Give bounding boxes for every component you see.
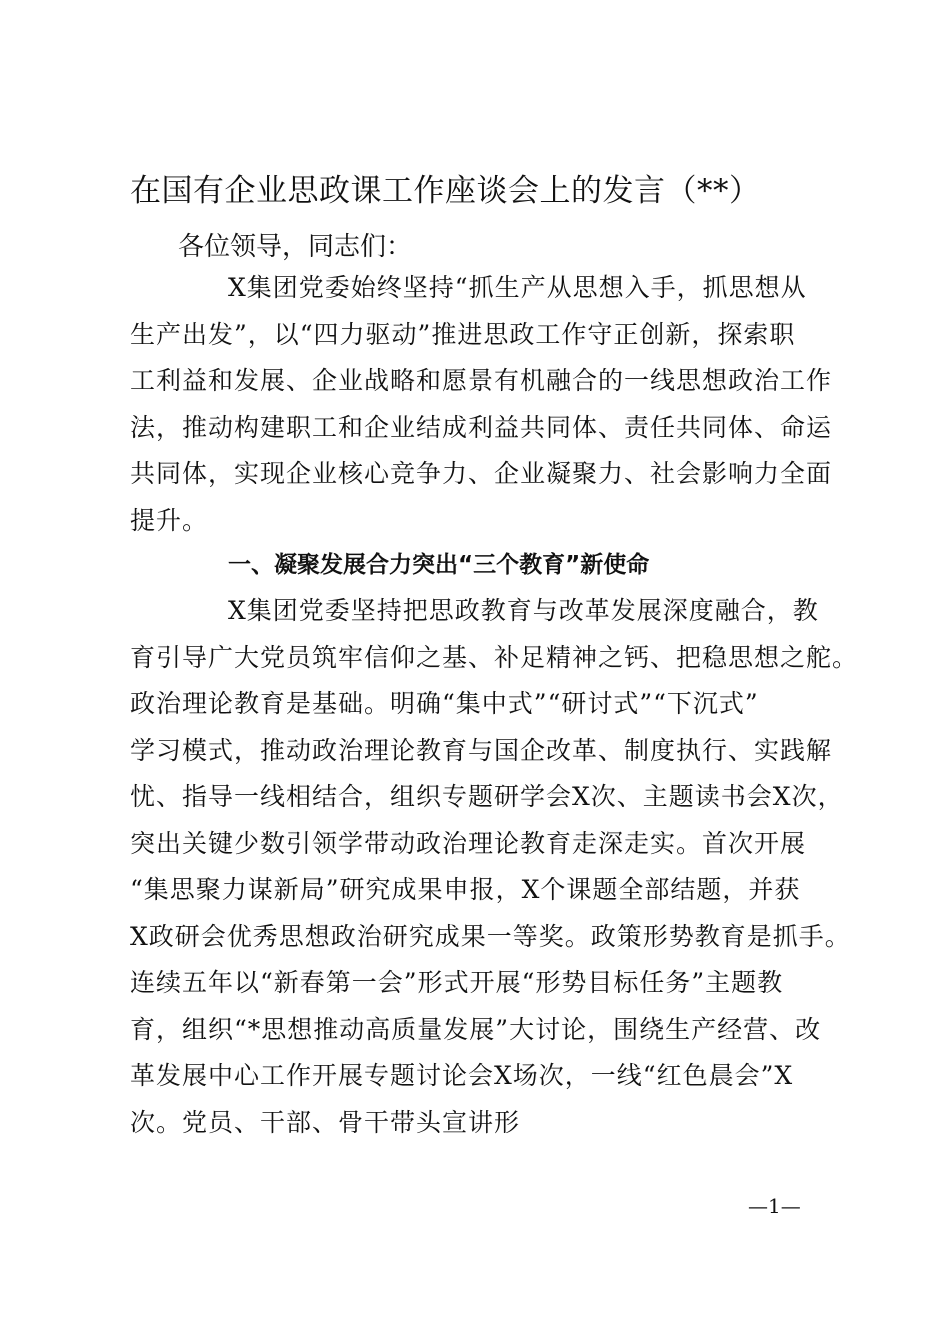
paragraph-section-1	[130, 588, 859, 1146]
paragraph-line: X政研会优秀思想政治研究成果一等奖。政策形势教育是抓手。	[130, 921, 851, 951]
paragraph-line: 提升。	[130, 505, 209, 535]
paragraph-intro	[130, 265, 833, 544]
section-heading-1: 一、凝聚发展合力突出“三个教育”新使命	[228, 552, 650, 578]
paragraph-line: 革发展中心工作开展专题讨论会X场次，一线“红色晨会”X	[130, 1061, 794, 1090]
paragraph-line: 育引导广大党员筑牢信仰之基、补足精神之钙、把稳思想之舵。	[130, 642, 859, 672]
paragraph-line: “集思聚力谋新局”研究成果申报，X个课题全部结题，并获	[130, 875, 801, 904]
paragraph-line: 育，组织“*思想推动高质量发展”大讨论，围绕生产经营、改	[130, 1014, 822, 1044]
paragraph-line: 忧、指导一线相结合，组织专题研学会X次、主题读书会X次，	[130, 782, 844, 811]
paragraph-line: 生产出发”，以“四力驱动”推进思政工作守正创新，探索职	[130, 319, 796, 349]
paragraph-line: 共同体，实现企业核心竞争力、企业凝聚力、社会影响力全面	[130, 459, 833, 488]
page-number: —1—	[748, 1194, 801, 1218]
paragraph-line: 政治理论教育是基础。明确“集中式”“研讨式”“下沉式”	[130, 689, 759, 718]
paragraph-line: 学习模式，推动政治理论教育与国企改革、制度执行、实践解	[130, 735, 833, 765]
paragraph-line: 连续五年以“新春第一会”形式开展“形势目标任务”主题教	[130, 968, 784, 997]
paragraph-line: 法，推动构建职工和企业结成利益共同体、责任共同体、命运	[130, 412, 833, 442]
salutation: 各位领导，同志们：	[178, 232, 413, 262]
paragraph-line: X集团党委始终坚持“抓生产从思想入手，抓思想从	[228, 273, 807, 302]
paragraph-line: X集团党委坚持把思政教育与改革发展深度融合，教	[228, 596, 819, 625]
paragraph-line: 次。党员、干部、骨干带头宣讲形	[130, 1107, 521, 1137]
paragraph-line: 工利益和发展、企业战略和愿景有机融合的一线思想政治工作	[130, 366, 833, 395]
paragraph-line: 突出关键少数引领学带动政治理论教育走深走实。首次开展	[130, 828, 807, 858]
document-title: 在国有企业思政课工作座谈会上的发言（**）	[130, 173, 761, 209]
